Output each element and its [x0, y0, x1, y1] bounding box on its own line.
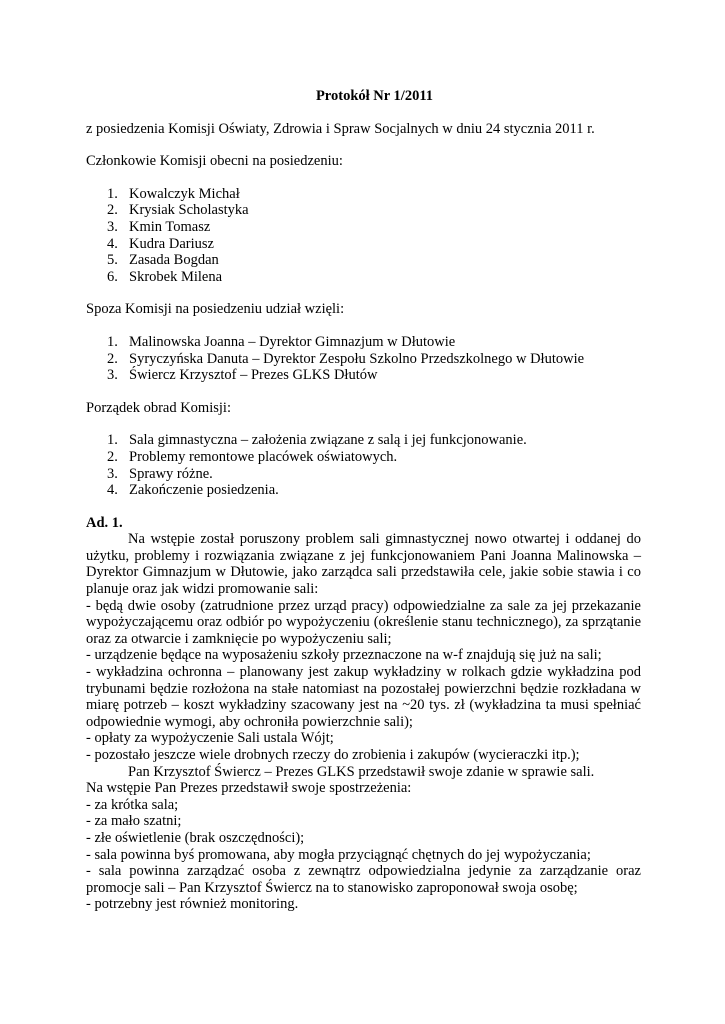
prezes-point: - potrzebny jest również monitoring. — [86, 896, 299, 913]
list-item: 1. Sala gimnastyczna – założenia związane z salą i jej funkcjonowanie. — [107, 432, 527, 449]
prezes-point: - złe oświetlenie (brak oszczędności); — [86, 829, 305, 846]
list-item: 4. Zakończenie posiedzenia. — [107, 482, 279, 499]
ad1-point: - pozostało jeszcze wiele drobnych rzeczy do zrobienia i zakupów (wycieraczki itp.); — [86, 747, 580, 763]
agenda-list — [86, 432, 641, 498]
document-subtitle: z posiedzenia Komisji Oświaty, Zdrowia i Spraw Socjalnych w dniu 24 stycznia 2011 r. — [86, 120, 595, 137]
document-title: Protokół Nr 1/2011 — [315, 88, 434, 104]
prezes-point: - sala powinna zarządzać osoba z zewnątrz odpowiedzialna jedynie za zarządzanie oraz promocje sali – Pan Krzysztof Świercz na to stanowisko zaproponował swoja osobę; — [86, 863, 641, 896]
list-item: 2. Problemy remontowe placówek oświatowych. — [107, 448, 398, 465]
prezes-point: - za krótka sala; — [86, 796, 179, 813]
list-item: 4. Kudra Dariusz — [107, 235, 214, 252]
list-item: 1. Malinowska Joanna – Dyrektor Gimnazjum w Dłutowie — [107, 333, 456, 350]
guests-list — [86, 334, 641, 384]
list-item: 1. Kowalczyk Michał — [107, 185, 240, 202]
prezes-lead: Na wstępie Pan Prezes przedstawił swoje spostrzeżenia: — [86, 780, 412, 797]
list-item: 3. Kmin Tomasz — [107, 218, 211, 235]
ad1-intro: Na wstępie został poruszony problem sali gimnastycznej nowo otwartej i oddanej do użytku, problemy i rozwiązania związane z jej funkcjonowaniem Pani Joanna Malinowska – Dyrektor Gimnazjum w Dłutowie, jako zarządca sali przedstawiła cele, jakie sobie stawia i co planuje oraz jak widzi promowanie sali: — [86, 531, 641, 598]
ad1-point: - wykładzina ochronna – planowany jest zakup wykładziny w rolkach gdzie wykładzina pod trybunami będzie rozłożona na stałe natomiast na pozostałej powierzchni będzie rozkładana w miarę potrzeb – koszt wykładziny szacowany jest na ~20 tys. zł (wykładzina ta musi spełniać odpowiednie wymogi, aby ochroniła powierzchnie sali); — [86, 664, 641, 730]
list-item: 2. Syryczyńska Danuta – Dyrektor Zespołu Szkolno Przedszkolnego w Dłutowie — [107, 350, 585, 367]
list-item: 6. Skrobek Milena — [107, 268, 223, 285]
ad1-point: - urządzenie będące na wyposażeniu szkoły przeznaczone na w-f znajdują się już na sali; — [86, 647, 602, 664]
list-item: 2. Krysiak Scholastyka — [107, 202, 249, 219]
list-item: 5. Zasada Bogdan — [107, 252, 219, 269]
members-list — [86, 186, 641, 286]
agenda-heading: Porządek obrad Komisji: — [86, 399, 231, 416]
list-item: 3. Świercz Krzysztof – Prezes GLKS Dłutów — [107, 367, 378, 384]
ad1-point: - będą dwie osoby (zatrudnione przez urząd pracy) odpowiedzialne za sale za jej przekazanie wypożyczającemu oraz odbiór po wypożyczeniu (określenie stanu technicznego), za sprzątanie oraz za otwarcie i zamknięcie po wypożyczeniu sali; — [86, 597, 641, 647]
ad1-heading: Ad. 1. — [86, 514, 123, 531]
document-page — [86, 88, 641, 913]
guests-heading: Spoza Komisji na posiedzeniu udział wzięli: — [86, 301, 345, 318]
prezes-point: - za mało szatni; — [86, 813, 182, 830]
prezes-intro: Pan Krzysztof Świercz – Prezes GLKS przedstawił swoje zdanie w sprawie sali. — [128, 763, 595, 780]
prezes-point: - sala powinna byś promowana, aby mogła przyciągnąć chętnych do jej wypożyczania; — [86, 846, 591, 863]
ad1-point: - opłaty za wypożyczenie Sali ustala Wójt; — [86, 730, 334, 747]
members-heading: Członkowie Komisji obecni na posiedzeniu: — [86, 153, 343, 170]
list-item: 3. Sprawy różne. — [107, 465, 213, 482]
